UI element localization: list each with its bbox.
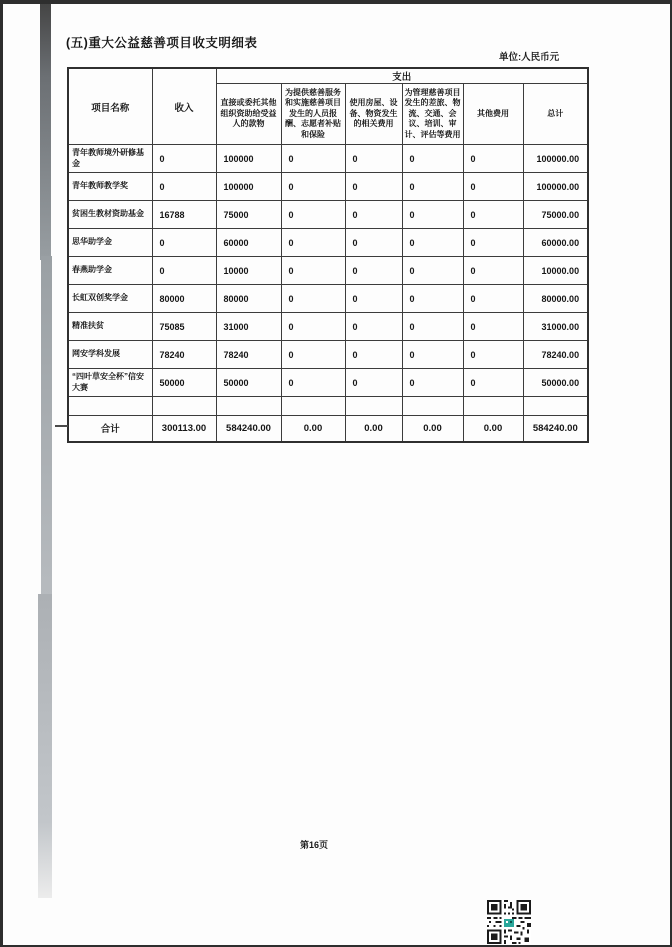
value-cell: 0	[281, 201, 345, 229]
value-cell: 0	[281, 341, 345, 369]
value-cell	[281, 397, 345, 416]
value-cell: 0	[281, 173, 345, 201]
qr-finder-top-right	[516, 900, 531, 915]
qr-finder-bottom-left	[487, 929, 502, 944]
table-row	[68, 229, 588, 257]
header-income: 收入	[152, 68, 216, 145]
value-cell	[523, 397, 588, 416]
qr-code	[487, 900, 531, 944]
project-name-cell: 思华助学金	[68, 229, 152, 257]
value-cell: 0	[463, 313, 523, 341]
header-direct-funding: 直接或委托其他组织资助给受益人的款物	[216, 84, 281, 145]
scan-line-artifact	[55, 425, 68, 427]
value-cell: 0	[345, 145, 402, 173]
value-cell: 0	[345, 369, 402, 397]
value-cell: 0	[281, 313, 345, 341]
value-cell: 80000	[216, 285, 281, 313]
value-cell: 0	[402, 145, 463, 173]
project-name-cell: 贫困生教材资助基金	[68, 201, 152, 229]
income-expenditure-table	[67, 67, 589, 443]
value-cell: 0	[345, 285, 402, 313]
value-cell: 0	[463, 145, 523, 173]
value-cell	[463, 397, 523, 416]
table-row	[68, 257, 588, 285]
table-row	[68, 369, 588, 397]
project-name-cell: 长虹双创奖学金	[68, 285, 152, 313]
value-cell: 100000.00	[523, 173, 588, 201]
table-header	[68, 68, 588, 145]
header-other-costs: 其他费用	[463, 84, 523, 145]
value-cell: 584240.00	[523, 416, 588, 442]
scan-artifact-strip-middle	[41, 256, 52, 596]
document-page	[3, 4, 670, 945]
value-cell: 16788	[152, 201, 216, 229]
value-cell: 75085	[152, 313, 216, 341]
unit-label: 单位:人民币元	[499, 52, 560, 63]
header-expenditure-group: 支出	[216, 68, 588, 84]
value-cell: 60000	[216, 229, 281, 257]
value-cell	[152, 397, 216, 416]
page-number: 第16页	[300, 840, 329, 850]
value-cell: 80000	[152, 285, 216, 313]
value-cell: 0	[281, 229, 345, 257]
value-cell: 50000	[152, 369, 216, 397]
scan-artifact-strip-top	[40, 4, 51, 260]
project-name-cell: 青年教师教学奖	[68, 173, 152, 201]
table-row	[68, 201, 588, 229]
value-cell: 0	[281, 145, 345, 173]
value-cell: 0	[402, 173, 463, 201]
value-cell: 0.00	[281, 416, 345, 442]
value-cell: 0	[463, 285, 523, 313]
table-row	[68, 341, 588, 369]
value-cell: 100000	[216, 173, 281, 201]
table-row	[68, 313, 588, 341]
value-cell: 0	[345, 257, 402, 285]
value-cell: 0	[402, 313, 463, 341]
table-row	[68, 173, 588, 201]
project-name-cell: 青年教师境外研修基金	[68, 145, 152, 173]
value-cell: 0	[463, 257, 523, 285]
project-name-cell: 精准扶贫	[68, 313, 152, 341]
value-cell: 0	[402, 201, 463, 229]
value-cell: 0	[345, 313, 402, 341]
value-cell: 0	[463, 369, 523, 397]
value-cell: 31000.00	[523, 313, 588, 341]
empty-row	[68, 397, 588, 416]
value-cell	[216, 397, 281, 416]
value-cell: 10000	[216, 257, 281, 285]
value-cell: 0	[152, 173, 216, 201]
value-cell: 0.00	[402, 416, 463, 442]
value-cell: 0	[402, 341, 463, 369]
value-cell: 0.00	[463, 416, 523, 442]
value-cell: 0	[463, 201, 523, 229]
total-row	[68, 416, 588, 442]
value-cell: 0	[463, 229, 523, 257]
value-cell: 0	[402, 285, 463, 313]
value-cell: 50000	[216, 369, 281, 397]
scan-artifact-strip-bottom	[38, 594, 52, 898]
project-name-cell: “四叶草安全杯”信安大赛	[68, 369, 152, 397]
value-cell: 75000	[216, 201, 281, 229]
value-cell: 0	[345, 201, 402, 229]
value-cell	[345, 397, 402, 416]
value-cell: 300113.00	[152, 416, 216, 442]
value-cell: 0	[463, 341, 523, 369]
project-name-cell: 春燕助学金	[68, 257, 152, 285]
value-cell: 80000.00	[523, 285, 588, 313]
value-cell: 31000	[216, 313, 281, 341]
value-cell: 0	[402, 229, 463, 257]
project-name-cell	[68, 397, 152, 416]
value-cell: 75000.00	[523, 201, 588, 229]
value-cell	[402, 397, 463, 416]
value-cell: 10000.00	[523, 257, 588, 285]
header-facility-costs: 使用房屋、设备、物资发生的相关费用	[345, 84, 402, 145]
table-row	[68, 285, 588, 313]
value-cell: 0	[463, 173, 523, 201]
qr-finder-top-left	[487, 900, 502, 915]
value-cell: 100000	[216, 145, 281, 173]
section-title: (五)重大公益慈善项目收支明细表	[66, 36, 258, 50]
value-cell: 100000.00	[523, 145, 588, 173]
value-cell: 0	[345, 229, 402, 257]
value-cell: 78240.00	[523, 341, 588, 369]
header-total: 总计	[523, 84, 588, 145]
header-management-costs: 为管理慈善项目发生的差旅、物流、交通、会议、培训、审计、评估等费用	[402, 84, 463, 145]
qr-center-logo	[504, 919, 514, 927]
header-project-name: 项目名称	[68, 68, 152, 145]
value-cell: 78240	[216, 341, 281, 369]
value-cell: 0	[281, 285, 345, 313]
table-row	[68, 145, 588, 173]
table-body	[68, 145, 588, 442]
value-cell: 60000.00	[523, 229, 588, 257]
project-name-cell: 合计	[68, 416, 152, 442]
value-cell: 584240.00	[216, 416, 281, 442]
value-cell: 0	[281, 369, 345, 397]
header-personnel-costs: 为提供慈善服务和实施慈善项目发生的人员报酬、志愿者补贴和保险	[281, 84, 345, 145]
value-cell: 78240	[152, 341, 216, 369]
project-name-cell: 网安学科发展	[68, 341, 152, 369]
value-cell: 0	[345, 341, 402, 369]
value-cell: 0	[152, 145, 216, 173]
value-cell: 0	[402, 257, 463, 285]
value-cell: 0	[281, 257, 345, 285]
value-cell: 0	[345, 173, 402, 201]
value-cell: 0	[152, 229, 216, 257]
value-cell: 0	[152, 257, 216, 285]
value-cell: 0.00	[345, 416, 402, 442]
value-cell: 0	[402, 369, 463, 397]
value-cell: 50000.00	[523, 369, 588, 397]
